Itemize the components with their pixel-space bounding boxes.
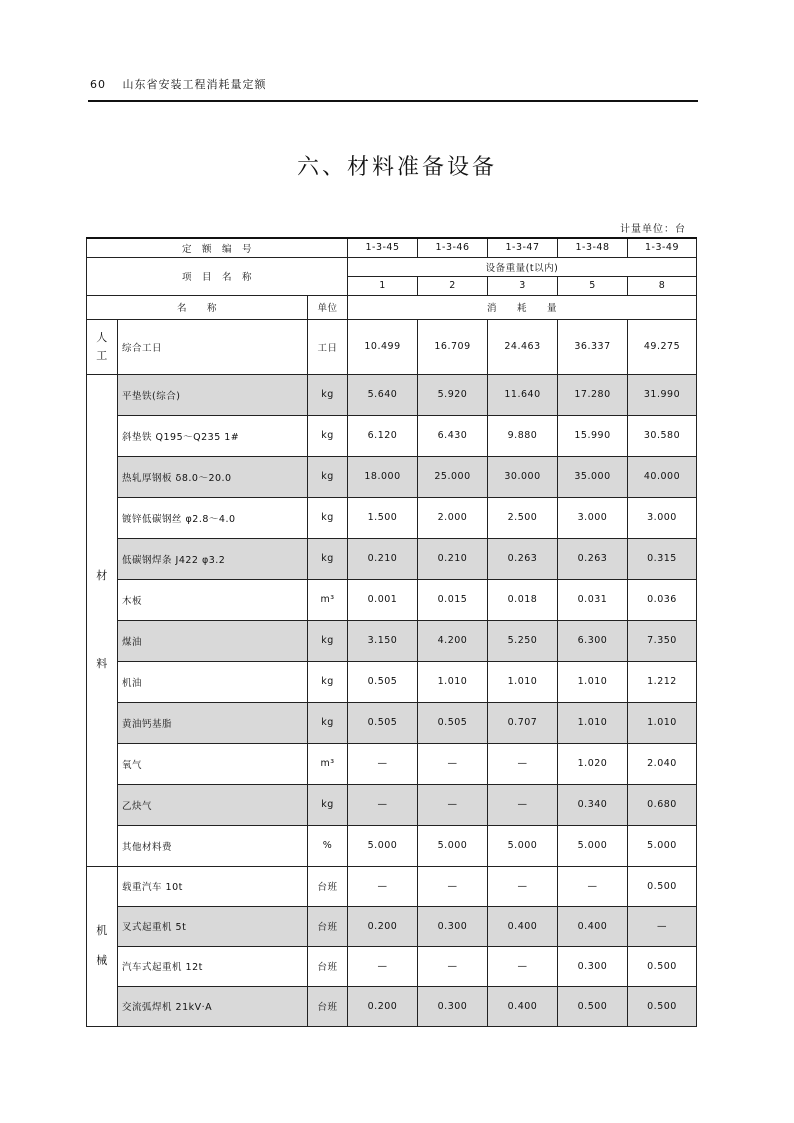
table-row <box>87 319 697 374</box>
category-char: 材 <box>96 569 108 583</box>
item-name: 综合工日 <box>118 319 308 374</box>
consumption-value: 0.505 <box>348 702 418 743</box>
item-name: 镀锌低碳钢丝 φ2.8～4.0 <box>118 497 308 538</box>
item-name: 热轧厚钢板 δ8.0～20.0 <box>118 456 308 497</box>
consumption-value: 0.500 <box>558 986 628 1026</box>
consumption-value: 24.463 <box>488 319 558 374</box>
consumption-value: 4.200 <box>418 620 488 661</box>
category-cell <box>87 866 118 1026</box>
item-name: 汽车式起重机 12t <box>118 946 308 986</box>
consumption-value: 0.400 <box>558 906 628 946</box>
consumption-value: 35.000 <box>558 456 628 497</box>
consumption-value: 49.275 <box>628 319 697 374</box>
consumption-value: 0.263 <box>488 538 558 579</box>
item-unit: kg <box>308 456 348 497</box>
consumption-value: 6.300 <box>558 620 628 661</box>
consumption-value: — <box>488 946 558 986</box>
consumption-value: 7.350 <box>628 620 697 661</box>
item-unit: kg <box>308 661 348 702</box>
consumption-value: 1.010 <box>628 702 697 743</box>
consumption-value: — <box>418 784 488 825</box>
table-row <box>87 415 697 456</box>
table-row <box>87 538 697 579</box>
consumption-value: 5.000 <box>418 825 488 866</box>
item-name: 乙炔气 <box>118 784 308 825</box>
consumption-value: 5.000 <box>348 825 418 866</box>
consumption-value: — <box>348 946 418 986</box>
consumption-value: 0.001 <box>348 579 418 620</box>
consumption-value: — <box>488 743 558 784</box>
consumption-value: 0.036 <box>628 579 697 620</box>
item-name: 平垫铁(综合) <box>118 374 308 415</box>
consumption-value: 0.300 <box>418 986 488 1026</box>
table-row <box>87 620 697 661</box>
item-name: 斜垫铁 Q195～Q235 1# <box>118 415 308 456</box>
weight-value: 8 <box>628 276 697 295</box>
table-row <box>87 661 697 702</box>
consumption-value: 1.010 <box>558 661 628 702</box>
column-consumption-header: 消 耗 量 <box>348 295 697 319</box>
consumption-value: — <box>628 906 697 946</box>
consumption-value: 1.010 <box>558 702 628 743</box>
weight-value: 5 <box>558 276 628 295</box>
quota-code: 1-3-49 <box>628 238 697 257</box>
consumption-value: 0.500 <box>628 946 697 986</box>
item-unit: kg <box>308 497 348 538</box>
item-unit: kg <box>308 415 348 456</box>
consumption-value: 0.200 <box>348 986 418 1026</box>
item-unit: 台班 <box>308 946 348 986</box>
consumption-value: 30.580 <box>628 415 697 456</box>
item-unit: 台班 <box>308 866 348 906</box>
running-header <box>90 76 267 92</box>
category-cell <box>87 374 118 866</box>
category-char: 工 <box>96 348 108 362</box>
consumption-value: 0.400 <box>488 906 558 946</box>
consumption-value: 0.200 <box>348 906 418 946</box>
consumption-value: 25.000 <box>418 456 488 497</box>
consumption-value: 0.340 <box>558 784 628 825</box>
consumption-value: 9.880 <box>488 415 558 456</box>
quota-code: 1-3-48 <box>558 238 628 257</box>
consumption-value: 3.000 <box>558 497 628 538</box>
consumption-value: 0.315 <box>628 538 697 579</box>
consumption-value: 5.920 <box>418 374 488 415</box>
quota-code: 1-3-45 <box>348 238 418 257</box>
item-unit: m³ <box>308 743 348 784</box>
item-name: 叉式起重机 5t <box>118 906 308 946</box>
item-name: 交流弧焊机 21kV·A <box>118 986 308 1026</box>
consumption-value: 5.000 <box>558 825 628 866</box>
consumption-value: 6.430 <box>418 415 488 456</box>
category-char: 人 <box>96 330 108 344</box>
item-unit: 台班 <box>308 906 348 946</box>
item-name: 黄油钙基脂 <box>118 702 308 743</box>
item-unit: 台班 <box>308 986 348 1026</box>
item-name: 氧气 <box>118 743 308 784</box>
consumption-value: 11.640 <box>488 374 558 415</box>
table-row <box>87 743 697 784</box>
consumption-value: 36.337 <box>558 319 628 374</box>
quota-label: 定 额 编 号 <box>87 238 348 257</box>
table-row <box>87 825 697 866</box>
consumption-value: 0.031 <box>558 579 628 620</box>
consumption-value: — <box>348 784 418 825</box>
column-unit-header: 单位 <box>308 295 348 319</box>
item-name: 煤油 <box>118 620 308 661</box>
unit-note: 计量单位：台 <box>620 224 686 235</box>
consumption-value: 0.500 <box>628 866 697 906</box>
consumption-value: 6.120 <box>348 415 418 456</box>
consumption-value: 0.500 <box>628 986 697 1026</box>
item-unit: m³ <box>308 579 348 620</box>
table-row <box>87 456 697 497</box>
consumption-value: 0.210 <box>418 538 488 579</box>
category-cell <box>87 319 118 374</box>
table-row <box>87 784 697 825</box>
consumption-value: 0.018 <box>488 579 558 620</box>
table-row <box>87 906 697 946</box>
consumption-value: — <box>558 866 628 906</box>
consumption-value: 2.500 <box>488 497 558 538</box>
consumption-value: 15.990 <box>558 415 628 456</box>
table-row <box>87 497 697 538</box>
quota-code: 1-3-46 <box>418 238 488 257</box>
consumption-value: 2.000 <box>418 497 488 538</box>
column-name-header: 名 称 <box>87 295 308 319</box>
item-name: 载重汽车 10t <box>118 866 308 906</box>
item-unit: kg <box>308 374 348 415</box>
item-name: 其他材料费 <box>118 825 308 866</box>
consumption-value: 1.212 <box>628 661 697 702</box>
consumption-value: 18.000 <box>348 456 418 497</box>
consumption-value: 0.505 <box>418 702 488 743</box>
item-name: 木板 <box>118 579 308 620</box>
consumption-value: 3.150 <box>348 620 418 661</box>
category-char: 料 <box>96 657 108 670</box>
consumption-value: 5.000 <box>628 825 697 866</box>
table-row <box>87 374 697 415</box>
category-char: 械 <box>96 954 108 967</box>
consumption-value: 0.707 <box>488 702 558 743</box>
consumption-value: 3.000 <box>628 497 697 538</box>
book-title: 山东省安装工程消耗量定额 <box>122 78 267 91</box>
weight-value: 3 <box>488 276 558 295</box>
item-unit: kg <box>308 538 348 579</box>
weight-value: 1 <box>348 276 418 295</box>
consumption-value: 2.040 <box>628 743 697 784</box>
section-title: 六、材料准备设备 <box>296 155 497 180</box>
consumption-value: 0.300 <box>418 906 488 946</box>
consumption-value: 5.640 <box>348 374 418 415</box>
consumption-value: 40.000 <box>628 456 697 497</box>
item-name: 机油 <box>118 661 308 702</box>
consumption-value: — <box>488 866 558 906</box>
consumption-value: — <box>418 866 488 906</box>
consumption-value: — <box>418 946 488 986</box>
consumption-value: 31.990 <box>628 374 697 415</box>
consumption-value: 0.400 <box>488 986 558 1026</box>
table-row <box>87 986 697 1026</box>
consumption-value: 5.250 <box>488 620 558 661</box>
category-char: 机 <box>96 924 108 938</box>
item-unit: 工日 <box>308 319 348 374</box>
item-unit: kg <box>308 784 348 825</box>
table-row <box>87 579 697 620</box>
table-row <box>87 702 697 743</box>
consumption-value: 1.500 <box>348 497 418 538</box>
item-unit: kg <box>308 702 348 743</box>
consumption-value: 0.680 <box>628 784 697 825</box>
item-label: 项 目 名 称 <box>87 257 348 295</box>
consumption-value: 16.709 <box>418 319 488 374</box>
consumption-value: 30.000 <box>488 456 558 497</box>
weight-value: 2 <box>418 276 488 295</box>
consumption-value: 1.010 <box>488 661 558 702</box>
consumption-value: — <box>348 743 418 784</box>
quota-table <box>86 237 697 1027</box>
page-number: 60 <box>90 78 106 91</box>
consumption-value: 0.015 <box>418 579 488 620</box>
consumption-value: 0.505 <box>348 661 418 702</box>
quota-code: 1-3-47 <box>488 238 558 257</box>
consumption-value: 0.300 <box>558 946 628 986</box>
header-rule <box>88 100 698 102</box>
consumption-value: — <box>418 743 488 784</box>
consumption-value: 0.210 <box>348 538 418 579</box>
table-row <box>87 866 697 906</box>
item-name: 低碳钢焊条 J422 φ3.2 <box>118 538 308 579</box>
consumption-value: 1.010 <box>418 661 488 702</box>
consumption-value: 0.263 <box>558 538 628 579</box>
consumption-value: 10.499 <box>348 319 418 374</box>
consumption-value: 5.000 <box>488 825 558 866</box>
item-unit: % <box>308 825 348 866</box>
consumption-value: 1.020 <box>558 743 628 784</box>
consumption-value: — <box>348 866 418 906</box>
consumption-value: — <box>488 784 558 825</box>
weight-group-label: 设备重量(t以内) <box>348 257 697 276</box>
item-unit: kg <box>308 620 348 661</box>
table-row <box>87 946 697 986</box>
consumption-value: 17.280 <box>558 374 628 415</box>
